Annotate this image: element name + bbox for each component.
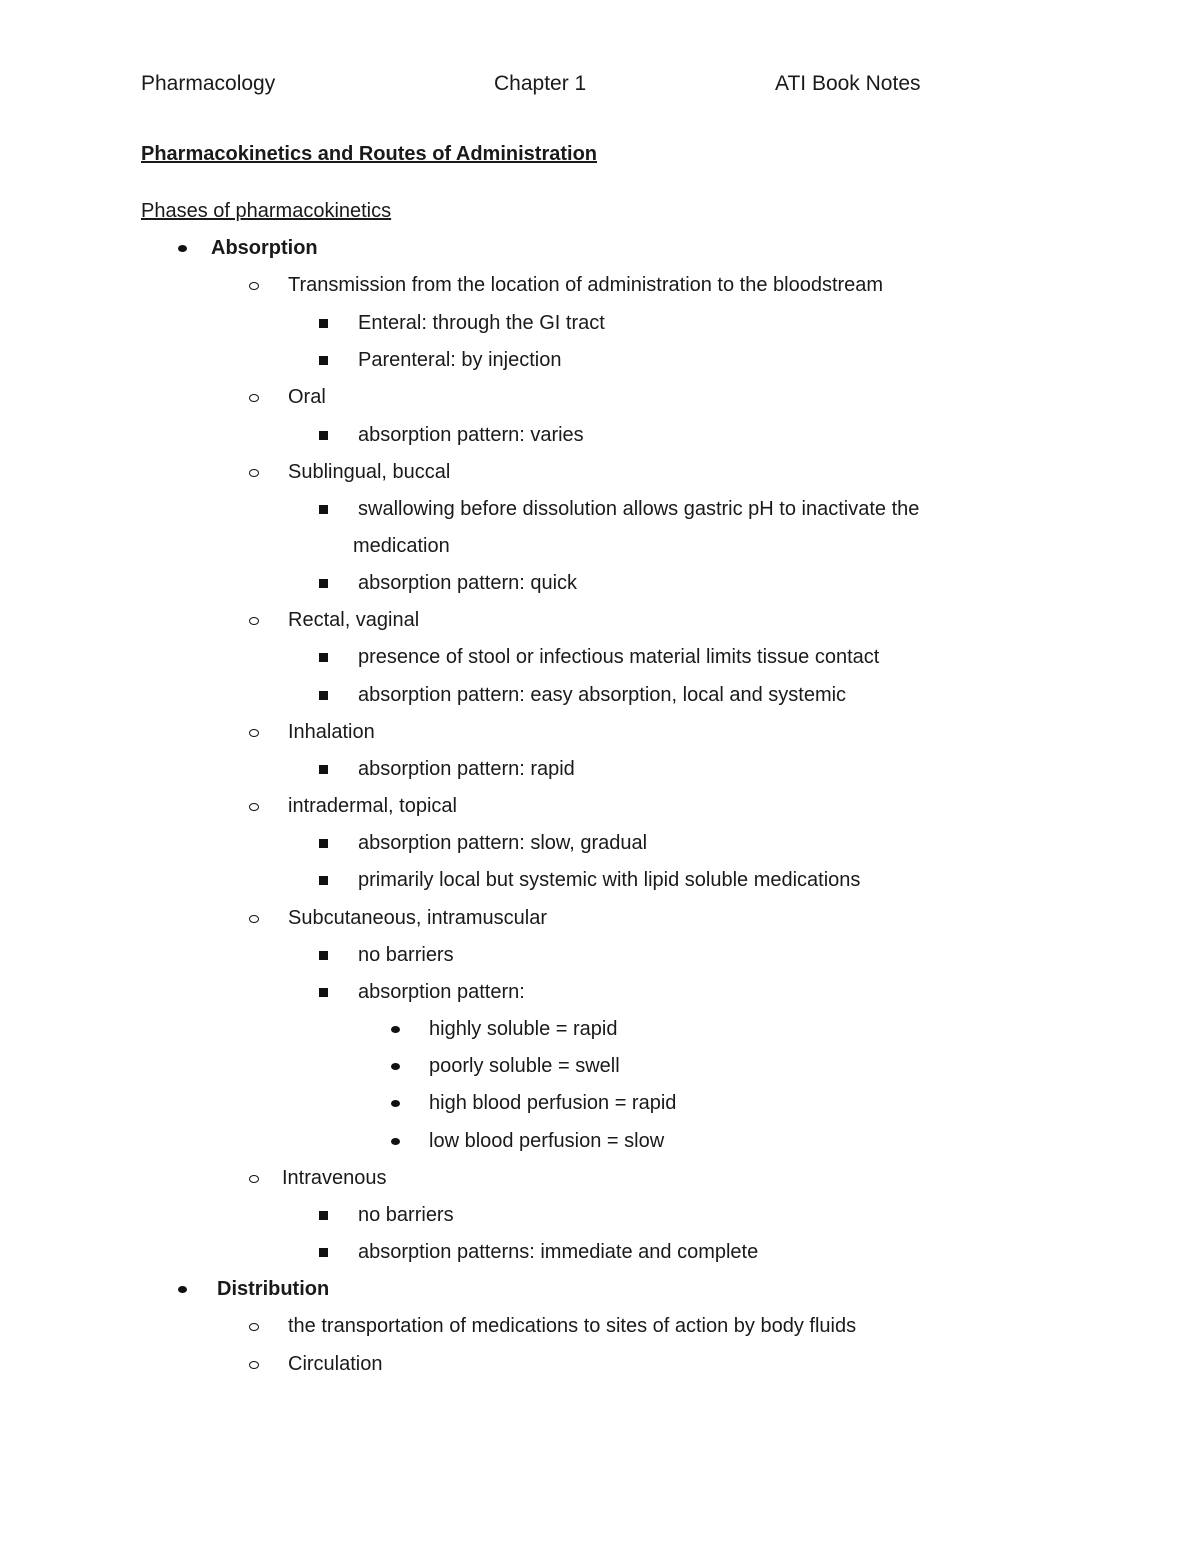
bullet-square-icon [319, 653, 328, 662]
outline-item-level-3: absorption pattern: rapid [358, 758, 575, 780]
bullet-square-icon [319, 356, 328, 365]
outline-item-level-3: absorption patterns: immediate and complete [358, 1241, 759, 1263]
bullet-circle-icon [249, 915, 259, 923]
outline-item-level-3: no barriers [358, 1204, 454, 1226]
outline-item-level-2: intradermal, topical [288, 795, 457, 817]
header-chapter: Chapter 1 [494, 72, 587, 95]
bullet-circle-icon [249, 282, 259, 290]
bullet-square-icon [319, 765, 328, 774]
outline-item-level-3: absorption pattern: easy absorption, local and systemic [358, 684, 847, 706]
bullet-circle-icon [249, 729, 259, 737]
outline-item-level-3: swallowing before dissolution allows gastric pH to inactivate the [358, 498, 920, 520]
outline-item-level-4: high blood perfusion = rapid [429, 1092, 677, 1114]
bullet-circle-icon [249, 1361, 259, 1369]
outline-item-level-3: Enteral: through the GI tract [358, 312, 605, 334]
bullet-square-icon [319, 1248, 328, 1257]
outline-item-level-3: absorption pattern: quick [358, 572, 578, 594]
bullet-circle-icon [249, 617, 259, 625]
bullet-square-icon [319, 876, 328, 885]
outline-item-level-2: Subcutaneous, intramuscular [288, 907, 548, 929]
outline-item-level-2: Rectal, vaginal [288, 609, 420, 631]
bullet-dot-icon [391, 1100, 400, 1107]
outline-item-level-0: medication [353, 535, 450, 557]
outline-item-level-3: absorption pattern: [358, 981, 525, 1003]
bullet-square-icon [319, 839, 328, 848]
outline-item-level-2: Transmission from the location of administration to the bloodstream [288, 274, 884, 296]
outline-item-level-3: primarily local but systemic with lipid soluble medications [358, 869, 861, 891]
outline-item-level-2: Intravenous [282, 1167, 387, 1189]
bullet-circle-icon [249, 803, 259, 811]
outline-item-level-4: poorly soluble = swell [429, 1055, 620, 1077]
bullet-circle-icon [249, 394, 259, 402]
outline-item-level-2: Inhalation [288, 721, 375, 743]
outline-item-level-3: absorption pattern: varies [358, 424, 584, 446]
bullet-square-icon [319, 951, 328, 960]
bullet-square-icon [319, 505, 328, 514]
bullet-dot-icon [391, 1138, 400, 1145]
bullet-circle-icon [249, 469, 259, 477]
bullet-dot-icon [391, 1063, 400, 1070]
outline-item-level-1: Absorption [211, 237, 318, 259]
bullet-dot-icon [178, 245, 187, 252]
outline-item-level-3: absorption pattern: slow, gradual [358, 832, 648, 854]
bullet-square-icon [319, 579, 328, 588]
bullet-dot-icon [178, 1286, 187, 1293]
outline-item-level-2: Circulation [288, 1353, 383, 1375]
bullet-square-icon [319, 988, 328, 997]
page-title: Pharmacokinetics and Routes of Administration [141, 143, 598, 165]
bullet-circle-icon [249, 1175, 259, 1183]
outline-item-level-2: the transportation of medications to sites of action by body fluids [288, 1315, 857, 1337]
bullet-square-icon [319, 1211, 328, 1220]
outline-item-level-4: highly soluble = rapid [429, 1018, 618, 1040]
bullet-dot-icon [391, 1026, 400, 1033]
outline-item-level-2: Sublingual, buccal [288, 461, 451, 483]
bullet-square-icon [319, 431, 328, 440]
header-course: Pharmacology [141, 72, 276, 95]
outline-item-level-1: Distribution [217, 1278, 330, 1300]
section-heading: Phases of pharmacokinetics [141, 200, 392, 222]
outline-item-level-2: Oral [288, 386, 326, 408]
bullet-circle-icon [249, 1323, 259, 1331]
outline-item-level-3: Parenteral: by injection [358, 349, 562, 371]
bullet-square-icon [319, 319, 328, 328]
outline-item-level-3: no barriers [358, 944, 454, 966]
outline-item-level-3: presence of stool or infectious material limits tissue contact [358, 646, 880, 668]
header-source: ATI Book Notes [775, 72, 921, 95]
outline-item-level-4: low blood perfusion = slow [429, 1130, 665, 1152]
bullet-square-icon [319, 691, 328, 700]
